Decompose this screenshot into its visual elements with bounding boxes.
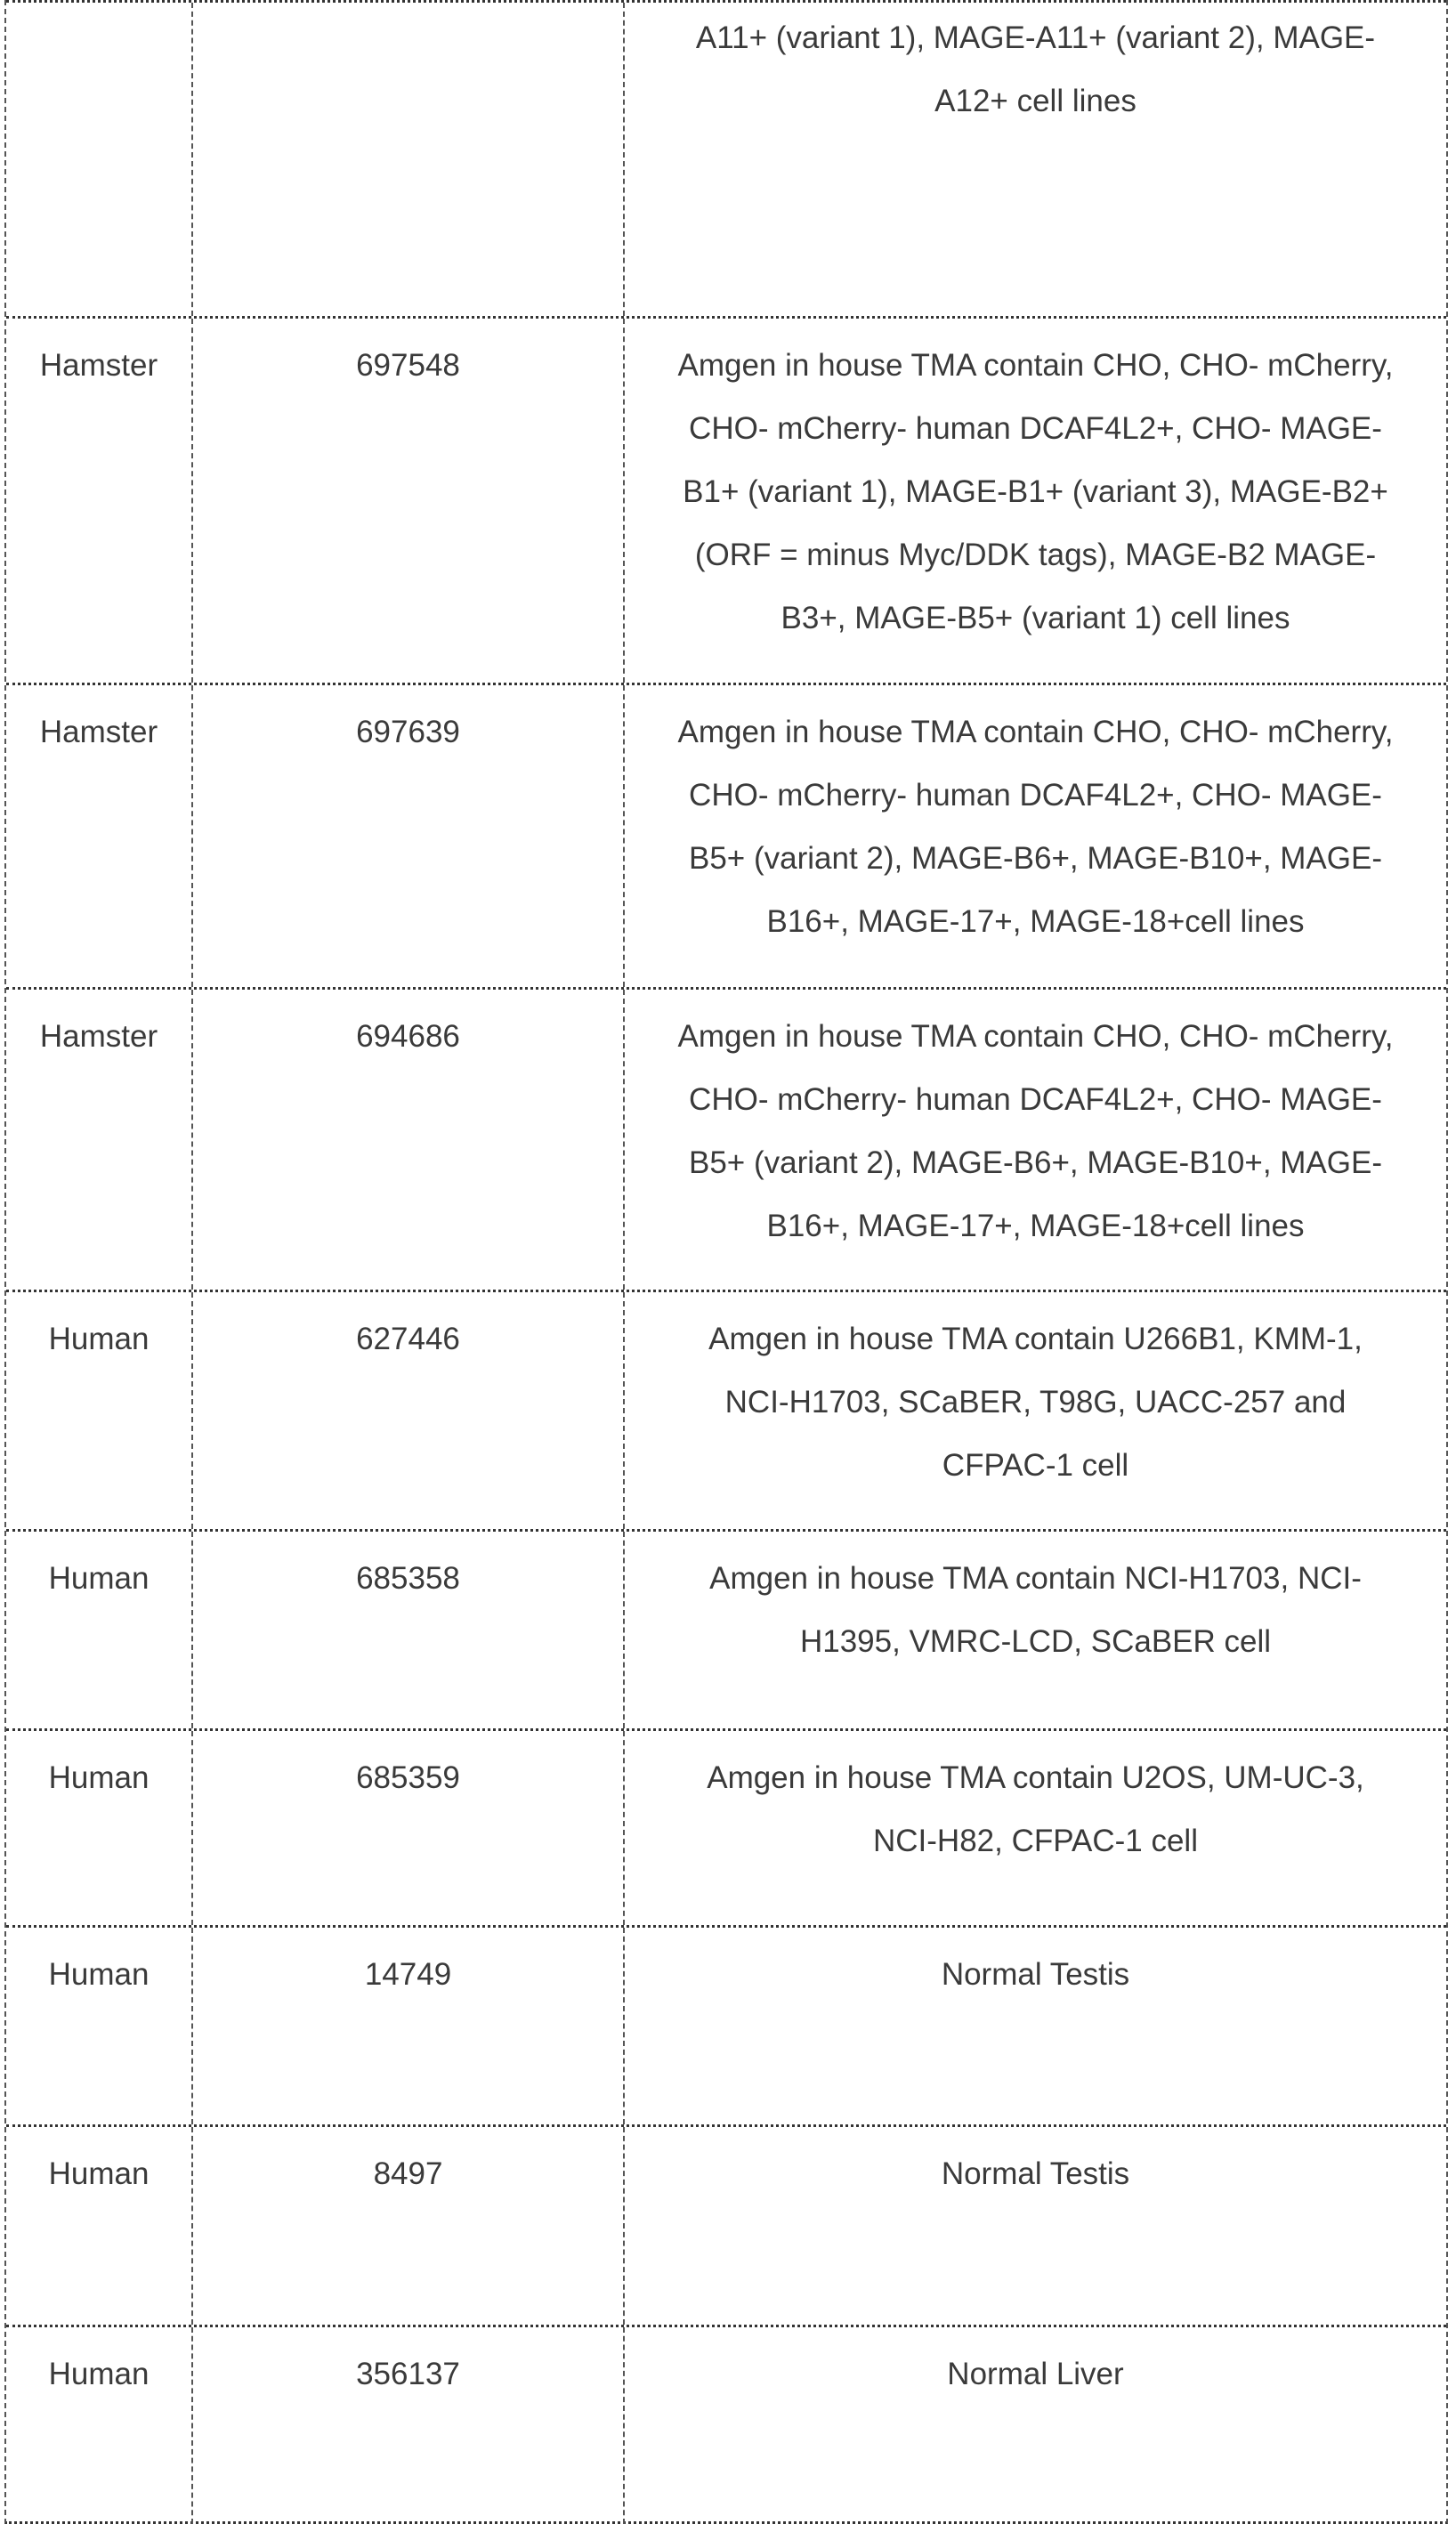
description-line: Amgen in house TMA contain U266B1, KMM-1, (625, 1307, 1446, 1371)
description-cell (625, 2127, 1446, 2325)
species-cell: Human (6, 2127, 193, 2325)
tma-id-cell: 14749 (193, 1928, 625, 2124)
description-cell (625, 2327, 1446, 2524)
description-line: CHO- mCherry- human DCAF4L2+, CHO- MAGE- (625, 397, 1446, 460)
description-line: Amgen in house TMA contain CHO, CHO- mCherry, (625, 1005, 1446, 1068)
species-cell: Human (6, 1292, 193, 1529)
table-row (6, 1728, 1446, 1925)
description-cell (625, 1731, 1446, 1925)
description-line: B5+ (variant 2), MAGE-B6+, MAGE-B10+, MAGE- (625, 827, 1446, 890)
tma-id-cell: 8497 (193, 2127, 625, 2325)
species-cell: Human (6, 1731, 193, 1925)
description-line: B1+ (variant 1), MAGE-B1+ (variant 3), MAGE-B2+ (625, 460, 1446, 523)
description-line: A11+ (variant 1), MAGE-A11+ (variant 2), MAGE- (625, 6, 1446, 69)
table-row (6, 1925, 1446, 2124)
description-line: Normal Testis (625, 2142, 1446, 2205)
species-cell: Hamster (6, 685, 193, 987)
tma-id-cell: 697639 (193, 685, 625, 987)
tma-id-cell: 627446 (193, 1292, 625, 1529)
description-line: B16+, MAGE-17+, MAGE-18+cell lines (625, 890, 1446, 953)
description-line: B3+, MAGE-B5+ (variant 1) cell lines (625, 586, 1446, 650)
table-row (6, 1290, 1446, 1529)
species-cell: Hamster (6, 319, 193, 683)
description-line: CHO- mCherry- human DCAF4L2+, CHO- MAGE- (625, 764, 1446, 827)
description-line: Amgen in house TMA contain NCI-H1703, NCI- (625, 1547, 1446, 1610)
tma-id-cell: 697548 (193, 319, 625, 683)
description-cell (625, 990, 1446, 1290)
species-cell (6, 3, 193, 316)
tma-id-cell: 685359 (193, 1731, 625, 1925)
tma-table (4, 0, 1448, 2524)
table-row (6, 683, 1446, 987)
description-line: A12+ cell lines (625, 69, 1446, 133)
description-line: B5+ (variant 2), MAGE-B6+, MAGE-B10+, MAGE- (625, 1131, 1446, 1194)
description-line: (ORF = minus Myc/DDK tags), MAGE-B2 MAGE- (625, 523, 1446, 586)
description-cell (625, 1532, 1446, 1728)
description-cell (625, 319, 1446, 683)
description-line: Amgen in house TMA contain CHO, CHO- mCherry, (625, 334, 1446, 397)
description-line: Amgen in house TMA contain CHO, CHO- mCherry, (625, 700, 1446, 764)
species-cell: Human (6, 1928, 193, 2124)
description-line: B16+, MAGE-17+, MAGE-18+cell lines (625, 1194, 1446, 1258)
description-line: NCI-H1703, SCaBER, T98G, UACC-257 and (625, 1371, 1446, 1434)
table-row (6, 2124, 1446, 2325)
tma-id-cell (193, 3, 625, 316)
table-row (6, 1529, 1446, 1728)
tma-id-cell: 685358 (193, 1532, 625, 1728)
description-cell (625, 1928, 1446, 2124)
species-cell: Hamster (6, 990, 193, 1290)
species-cell: Human (6, 1532, 193, 1728)
description-line: Amgen in house TMA contain U2OS, UM-UC-3, (625, 1746, 1446, 1809)
tma-id-cell: 356137 (193, 2327, 625, 2524)
table-row (6, 987, 1446, 1290)
description-line: Normal Liver (625, 2342, 1446, 2406)
description-line: NCI-H82, CFPAC-1 cell (625, 1809, 1446, 1873)
species-cell: Human (6, 2327, 193, 2524)
table-row (6, 0, 1446, 316)
description-line: Normal Testis (625, 1943, 1446, 2006)
table-row (6, 2325, 1446, 2524)
tma-id-cell: 694686 (193, 990, 625, 1290)
description-cell (625, 685, 1446, 987)
description-cell (625, 1292, 1446, 1529)
table-row (6, 316, 1446, 683)
description-line: H1395, VMRC-LCD, SCaBER cell (625, 1610, 1446, 1673)
description-line: CHO- mCherry- human DCAF4L2+, CHO- MAGE- (625, 1068, 1446, 1131)
description-cell (625, 3, 1446, 316)
description-line: CFPAC-1 cell (625, 1434, 1446, 1497)
